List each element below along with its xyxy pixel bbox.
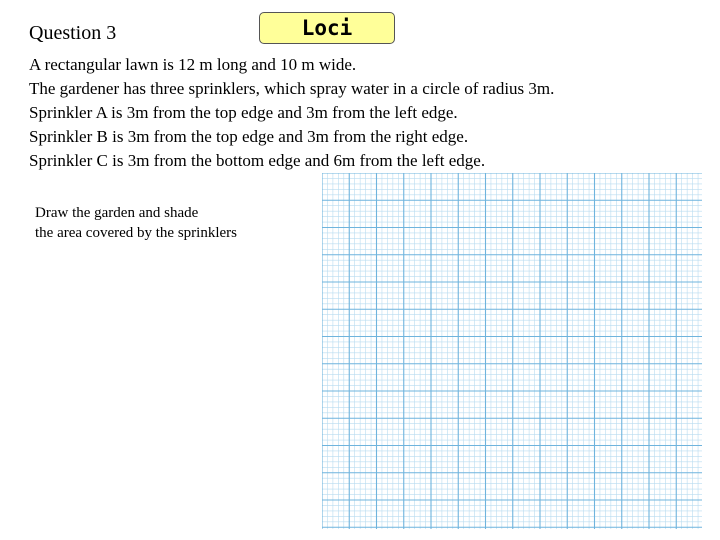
instruction-text — [35, 203, 305, 243]
graph-paper-background — [322, 173, 702, 529]
instruction-line-2: the area covered by the sprinklers — [35, 225, 237, 241]
graph-paper[interactable] — [322, 173, 702, 529]
problem-line-sprinkler-b: Sprinkler B is 3m from the top edge and 3m from the right edge. — [29, 127, 469, 146]
topic-badge: Loci — [259, 12, 395, 44]
problem-line-sprinkler-c: Sprinkler C is 3m from the bottom edge and 6m from the left edge. — [29, 151, 486, 170]
problem-line-sprinklers: The gardener has three sprinklers, which spray water in a circle of radius 3m. — [29, 79, 555, 98]
problem-statement — [29, 53, 709, 173]
problem-line-sprinkler-a: Sprinkler A is 3m from the top edge and 3m from the left edge. — [29, 103, 458, 122]
problem-line-lawn: A rectangular lawn is 12 m long and 10 m wide. — [29, 55, 357, 74]
question-number: Question 3 — [29, 22, 117, 44]
instruction-line-1: Draw the garden and shade — [35, 205, 199, 221]
